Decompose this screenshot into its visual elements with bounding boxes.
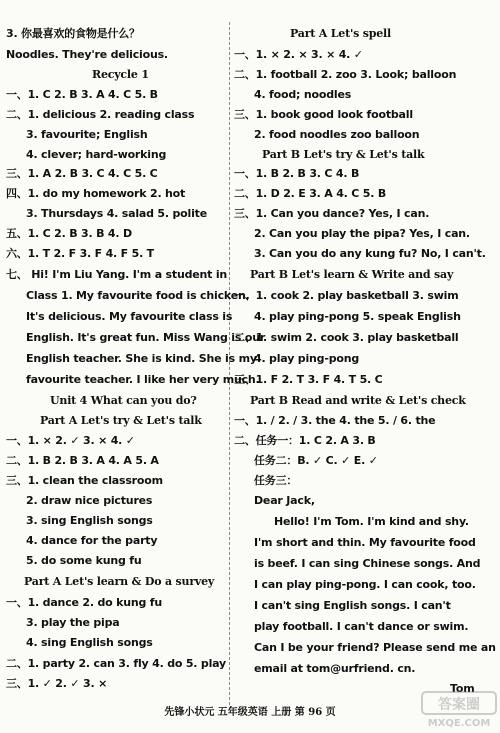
- answer-line: 4. food; noodles: [254, 88, 352, 101]
- answer-line: Tom: [450, 682, 475, 695]
- section-heading: Part B Let's try & Let's talk: [262, 148, 425, 161]
- answer-line: 二、1. D 2. E 3. A 4. C 5. B: [234, 187, 387, 200]
- answer-line: 一、1. × 2. × 3. × 4. ✓: [234, 48, 363, 61]
- answer-line: 3. sing English songs: [26, 514, 153, 527]
- answer-line: 三、1. F 2. T 3. F 4. T 5. C: [234, 373, 383, 386]
- answer-line: 4. clever; hard-working: [26, 148, 167, 161]
- section-heading: Recycle 1: [92, 68, 149, 81]
- answer-line: 一、1. cook 2. play basketball 3. swim: [234, 289, 459, 302]
- answer-line: Dear Jack,: [254, 494, 315, 507]
- answer-line: 3. favourite; English: [26, 128, 148, 141]
- answer-line: 三、1. A 2. B 3. C 4. C 5. C: [6, 167, 158, 180]
- answer-line: 一、1. B 2. B 3. C 4. B: [234, 167, 360, 180]
- answer-line: 4. play ping-pong 5. speak English: [254, 310, 461, 323]
- answer-line: Hello! I'm Tom. I'm kind and shy.: [274, 515, 469, 528]
- page-footer: 先锋小状元 五年级英语 上册 第 96 页: [164, 707, 336, 718]
- answer-line: 3. 你最喜欢的食物是什么？: [6, 27, 140, 40]
- watermark-logo: [420, 690, 498, 730]
- svg-text:答案圈: 答案圈: [438, 697, 480, 713]
- answer-line: 二、任务一：1. C 2. A 3. B: [234, 434, 376, 447]
- answer-line: English teacher. She is kind. She is my: [26, 352, 257, 365]
- answer-line: 一、1. / 2. / 3. the 4. the 5. / 6. the: [234, 414, 436, 427]
- answer-line: Class 1. My favourite food is chicken.: [26, 289, 250, 302]
- answer-line: I can play ping-pong. I can cook, too.: [254, 578, 476, 591]
- answer-line: 一、1. C 2. B 3. A 4. C 5. B: [6, 88, 158, 101]
- answer-line: 五、1. C 2. B 3. B 4. D: [6, 227, 132, 240]
- answer-line: 4. sing English songs: [26, 636, 153, 649]
- section-heading: Part A Let's spell: [290, 27, 392, 40]
- answer-line: 3. Can you do any kung fu? No, I can't.: [254, 247, 486, 260]
- answer-line: 3. play the pipa: [26, 616, 120, 629]
- answer-line: 5. do some kung fu: [26, 554, 142, 567]
- answer-line: 2. Can you play the pipa? Yes, I can.: [254, 227, 470, 240]
- answer-line: 四、1. do my homework 2. hot: [6, 187, 186, 200]
- answer-line: English. It's great fun. Miss Wang is our: [26, 331, 266, 344]
- column-divider: [229, 22, 230, 710]
- answer-line: 4. play ping-pong: [254, 352, 360, 365]
- answer-line: 二、1. swim 2. cook 3. play basketball: [234, 331, 459, 344]
- answer-line: is beef. I can sing Chinese songs. And: [254, 557, 481, 570]
- answer-line: 三、1. ✓ 2. ✓ 3. ×: [6, 677, 108, 690]
- section-heading: Part B Read and write & Let's check: [250, 394, 466, 407]
- answer-line: It's delicious. My favourite class is: [26, 310, 233, 323]
- answer-line: email at tom@urfriend. cn.: [254, 662, 416, 675]
- answer-line: play football. I can't dance or swim.: [254, 620, 469, 633]
- answer-line: Can I be your friend? Please send me an: [254, 641, 496, 654]
- section-heading: Part A Let's learn & Do a survey: [24, 575, 215, 588]
- answer-line: 一、1. dance 2. do kung fu: [6, 596, 163, 609]
- answer-line: 4. dance for the party: [26, 534, 158, 547]
- answer-line: 任务二：B. ✓ C. ✓ E. ✓: [254, 454, 378, 467]
- section-heading: Part A Let's try & Let's talk: [40, 414, 202, 427]
- answer-line: 二、1. B 2. B 3. A 4. A 5. A: [6, 454, 159, 467]
- answer-line: Noodles. They're delicious.: [6, 48, 168, 61]
- answer-line: 六、1. T 2. F 3. F 4. F 5. T: [6, 247, 154, 260]
- answer-line: 三、1. book good look football: [234, 108, 413, 121]
- answer-line: 一、1. × 2. ✓ 3. × 4. ✓: [6, 434, 135, 447]
- section-heading: Part B Let's learn & Write and say: [250, 268, 454, 281]
- answer-line: I'm short and thin. My favourite food: [254, 536, 476, 549]
- answer-line: 三、1. clean the classroom: [6, 474, 163, 487]
- section-heading: Unit 4 What can you do?: [50, 394, 197, 407]
- answer-line: 二、1. delicious 2. reading class: [6, 108, 195, 121]
- answer-line: 三、1. Can you dance? Yes, I can.: [234, 207, 430, 220]
- answer-line: 七、 Hi! I'm Liu Yang. I'm a student in: [6, 268, 228, 281]
- answer-line: 2. draw nice pictures: [26, 494, 153, 507]
- answer-line: favourite teacher. I like her very much.: [26, 373, 260, 386]
- answer-line: 任务三：: [254, 474, 298, 487]
- answer-line: I can't sing English songs. I can't: [254, 599, 451, 612]
- svg-text:MXQE.COM: MXQE.COM: [427, 718, 491, 729]
- answer-line: 二、1. football 2. zoo 3. Look; balloon: [234, 68, 457, 81]
- answer-line: 3. Thursdays 4. salad 5. polite: [26, 207, 207, 220]
- answer-line: 2. food noodles zoo balloon: [254, 128, 420, 141]
- answer-line: 二、1. party 2. can 3. fly 4. do 5. play: [6, 657, 227, 670]
